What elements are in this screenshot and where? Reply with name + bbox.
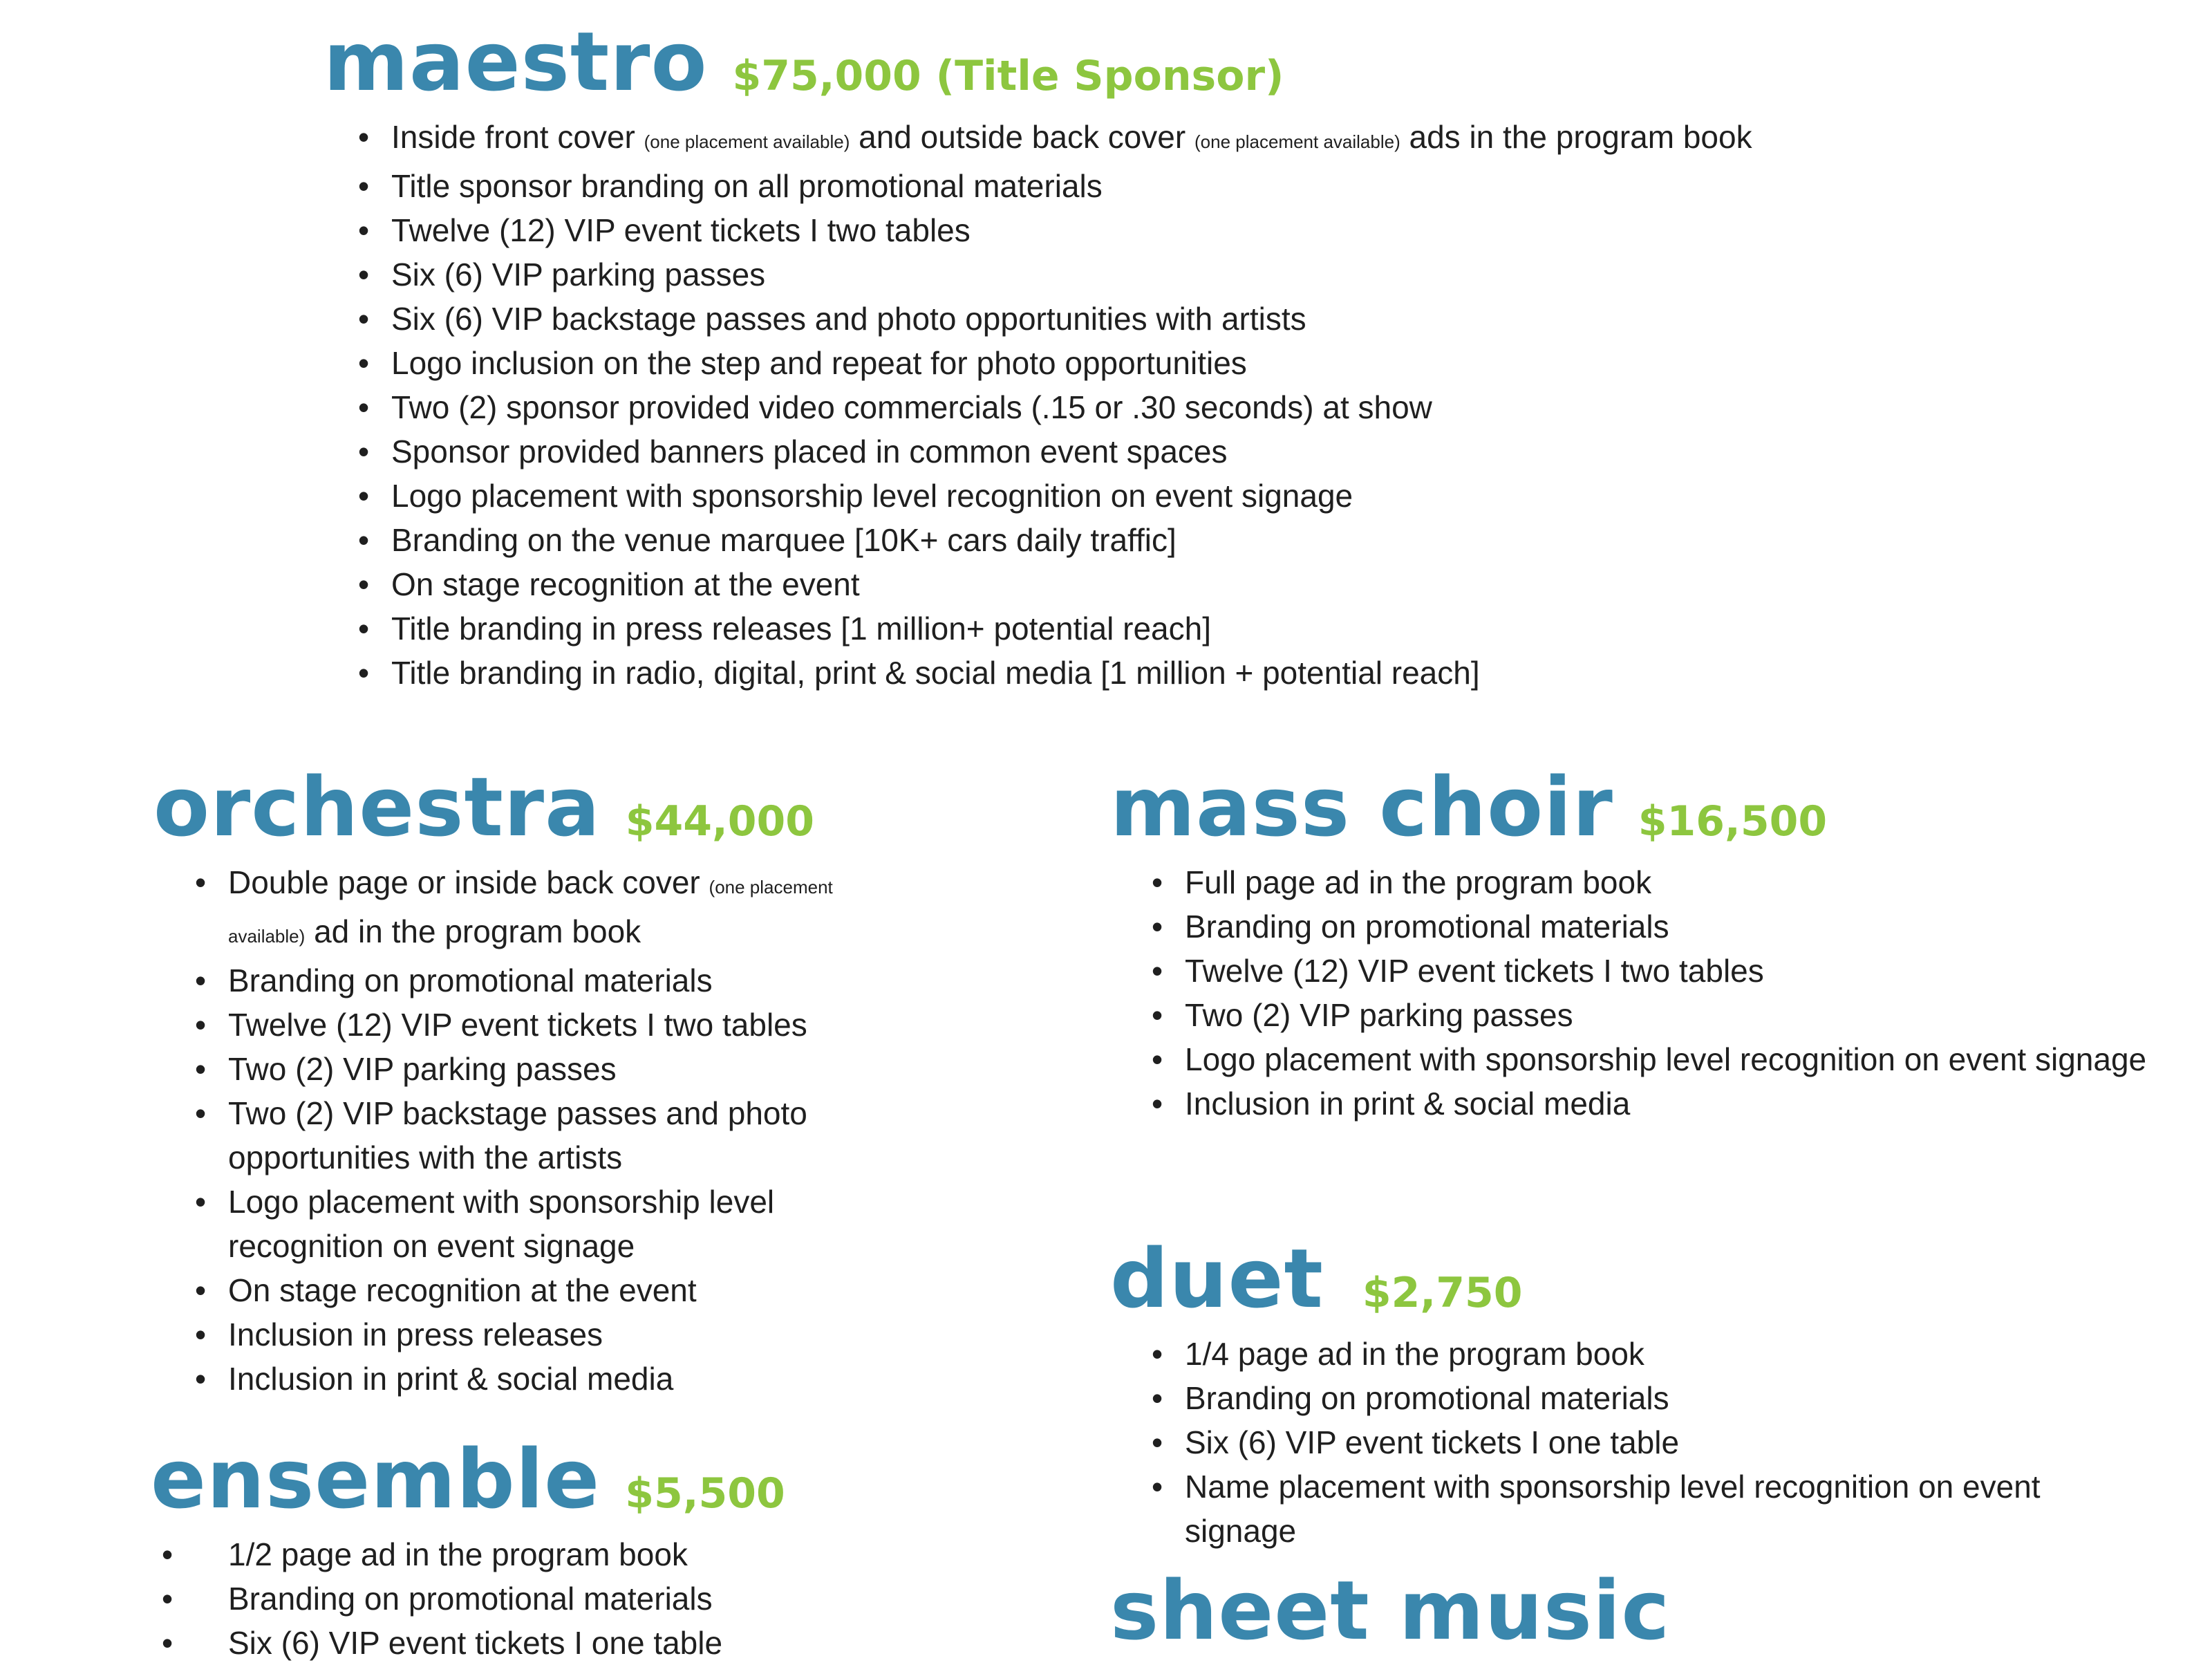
benefit-item: • Branding on promotional materials [195, 958, 886, 1003]
benefit-item: • Branding on promotional materials [162, 1576, 911, 1621]
benefit-item: • Logo placement with sponsorship level recognition on event signage [358, 474, 2121, 518]
tier-heading [324, 14, 2121, 109]
tier-ensemble [151, 1431, 911, 1665]
benefit-item: • Six (6) VIP parking passes [358, 252, 2121, 297]
benefit-item: • Logo placement with sponsorship level recognition on event signage [1152, 1037, 2154, 1081]
tier-price: $44,000 [625, 797, 814, 846]
benefit-list [358, 115, 2121, 695]
benefit-item: • Twelve (12) VIP event tickets I two tables [195, 1003, 886, 1047]
benefit-item: • Six (6) VIP event tickets I one table [1152, 1420, 2085, 1464]
tier-heading [1110, 759, 2161, 855]
tier-heading [151, 1431, 911, 1527]
benefit-item: • Two (2) VIP parking passes [1152, 993, 2154, 1037]
benefit-item: • Inclusion in print & social media [1152, 1081, 2154, 1126]
tier-name: mass choir [1110, 759, 1613, 855]
benefit-item: • Branding on the venue marquee [10K+ cars daily traffic] [358, 518, 2121, 562]
benefit-item: • Twelve (12) VIP event tickets I two tables [358, 208, 2121, 252]
tier-name: maestro [324, 14, 708, 109]
tier-maestro [324, 14, 2121, 695]
benefit-item: • Branding on promotional materials [1152, 904, 2154, 949]
tier-price: $2,750 [1362, 1269, 1523, 1317]
benefit-item: • Two (2) sponsor provided video commercials (.15 or .30 seconds) at show [358, 385, 2121, 429]
benefit-item: • Sponsor provided banners placed in common event spaces [358, 429, 2121, 474]
tier-heading [1110, 1563, 2161, 1658]
tier-price: $16,500 [1638, 797, 1828, 846]
tier-name: orchestra [153, 759, 601, 855]
benefit-item: • Six (6) VIP event tickets I one table [162, 1621, 911, 1665]
tier-mass-choir [1110, 759, 2161, 1126]
benefit-item: • On stage recognition at the event [358, 562, 2121, 606]
tier-orchestra [153, 759, 914, 1401]
benefit-item: • Title sponsor branding on all promotional materials [358, 164, 2121, 208]
tier-name: sheet music [1110, 1563, 1671, 1658]
benefit-item: • Double page or inside back cover (one placement available) ad in the program book [195, 860, 886, 958]
benefit-item: • Branding on promotional materials [1152, 1376, 2085, 1420]
benefit-item: • Name placement with sponsorship level recognition on event signage [1152, 1464, 2085, 1553]
benefit-item: • Two (2) VIP backstage passes and photo opportunities with the artists [195, 1091, 886, 1180]
tier-name: duet [1110, 1231, 1324, 1326]
tier-sheet-music [1110, 1563, 2161, 1658]
tier-heading [1110, 1231, 2161, 1326]
benefit-item: • Inclusion in press releases [195, 1312, 886, 1357]
benefit-list [1152, 860, 2154, 1126]
benefit-item: • Title branding in press releases [1 million+ potential reach] [358, 606, 2121, 651]
benefit-item: • 1/4 page ad in the program book [1152, 1332, 2085, 1376]
benefit-item: • Full page ad in the program book [1152, 860, 2154, 904]
benefit-list [195, 860, 886, 1401]
benefit-item: • Two (2) VIP parking passes [195, 1047, 886, 1091]
tier-name: ensemble [151, 1431, 601, 1527]
benefit-item: • 1/2 page ad in the program book [162, 1532, 911, 1576]
benefit-item: • Title branding in radio, digital, print & social media [1 million + potential reach] [358, 651, 2121, 695]
benefit-item: • On stage recognition at the event [195, 1268, 886, 1312]
tier-duet [1110, 1231, 2161, 1553]
tier-heading [153, 759, 914, 855]
benefit-item: • Inclusion in print & social media [195, 1357, 886, 1401]
benefit-list [162, 1532, 911, 1665]
tier-price: $75,000 (Title Sponsor) [732, 52, 1284, 100]
tier-price: $5,500 [625, 1469, 785, 1518]
benefit-list [1152, 1332, 2085, 1553]
benefit-item: • Twelve (12) VIP event tickets I two tables [1152, 949, 2154, 993]
benefit-item: • Logo placement with sponsorship level recognition on event signage [195, 1180, 886, 1268]
benefit-item: • Logo inclusion on the step and repeat for photo opportunities [358, 341, 2121, 385]
benefit-item: • Six (6) VIP backstage passes and photo opportunities with artists [358, 297, 2121, 341]
benefit-item: • Inside front cover (one placement available) and outside back cover (one placement available) ads in the program book [358, 115, 2121, 164]
